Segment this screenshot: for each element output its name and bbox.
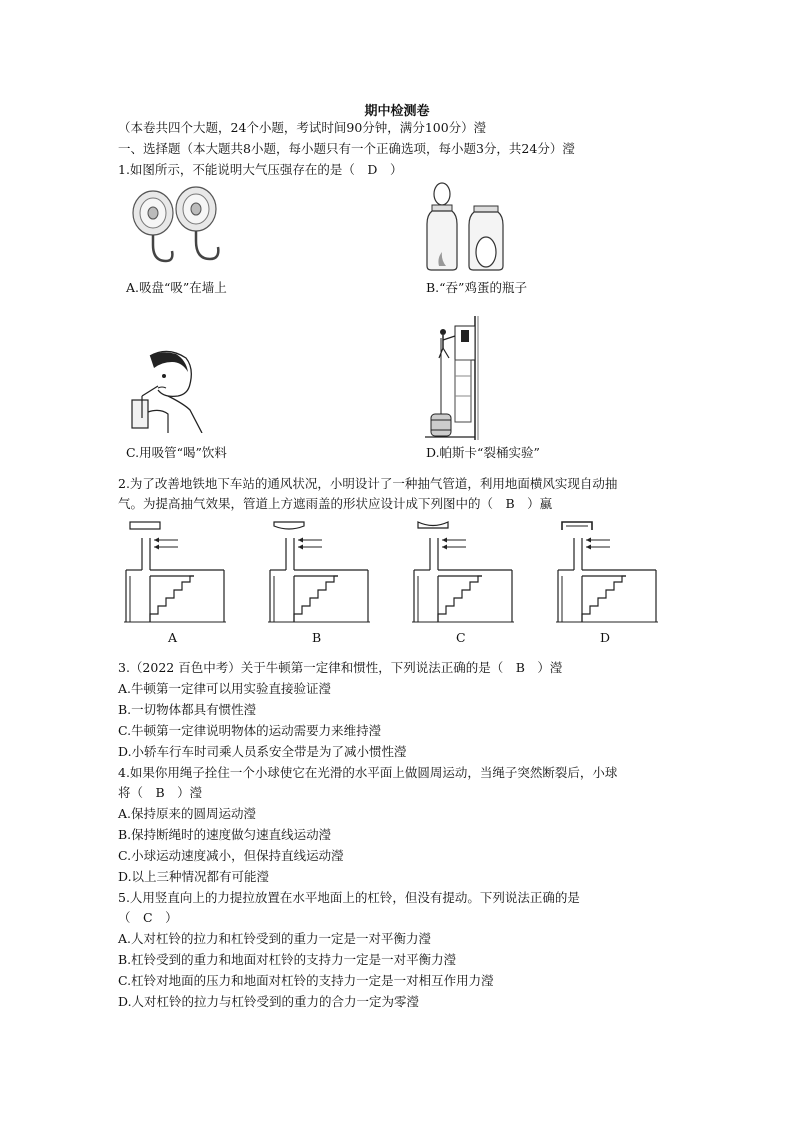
q5-option-c: C.杠铃对地面的压力和地面对杠铃的支持力一定是一对相互作用力瀅 <box>118 973 494 988</box>
q4-option-d: D.以上三种情况都有可能瀅 <box>118 869 270 884</box>
q2-label-d: D <box>600 630 611 645</box>
q1-stem: 1.如图所示，不能说明大气压强存在的是（ D ） <box>118 162 403 177</box>
q3-option-a: A.牛顿第一定律可以用实验直接验证瀅 <box>118 681 332 696</box>
q2-label-c: C <box>456 630 466 645</box>
q4-option-a: A.保持原来的圆周运动瀅 <box>118 806 257 821</box>
q2-label-b: B <box>312 630 322 645</box>
q1-option-a: A.吸盘“吸”在墙上 <box>126 280 227 295</box>
q3-option-b: B.一切物体都具有惯性瀅 <box>118 702 257 717</box>
q1-option-d: D.帕斯卡“裂桶实验” <box>426 445 540 460</box>
q4-stem-line2: 将（ B ）瀅 <box>118 785 203 800</box>
q5-option-a: A.人对杠铃的拉力和杠铃受到的重力一定是一对平衡力瀅 <box>118 931 432 946</box>
intro-line: （本卷共四个大题，24个小题，考试时间90分钟，满分100分）瀅 <box>118 120 487 135</box>
q4-stem-line1: 4.如果你用绳子拴住一个小球使它在光滑的水平面上做圆周运动，当绳子突然断裂后，小球 <box>118 765 618 780</box>
q3-stem: 3.（2022 百色中考）关于牛顿第一定律和惯性，下列说法正确的是（ B ）瀅 <box>118 660 563 675</box>
q1-option-c: C.用吸管“喝”饮料 <box>126 445 227 460</box>
q2-stem-line1: 2.为了改善地铁地下车站的通风状况，小明设计了一种抽气管道，利用地面横风实现自动抽 <box>118 476 618 491</box>
q5-stem-line2: （ C ） <box>118 910 178 925</box>
q2-label-a: A <box>168 630 178 645</box>
suction-cup-figure <box>128 183 228 275</box>
q1-option-b: B.“吞”鸡蛋的瓶子 <box>426 280 527 295</box>
q2-stem-line2: 气。为提高抽气效果，管道上方遮雨盖的形状应设计成下列图中的（ B ）蠃 <box>118 496 553 511</box>
q5-stem-line1: 5.人用竖直向上的力提拉放置在水平地面上的杠铃，但没有提动。下列说法正确的是 <box>118 890 580 905</box>
q3-option-d: D.小轿车行车时司乘人员系安全带是为了减小惯性瀅 <box>118 744 407 759</box>
q5-option-d: D.人对杠铃的拉力与杠铃受到的重力的合力一定为零瀅 <box>118 994 420 1009</box>
section-heading: 一、选择题（本大题共8小题，每小题只有一个正确选项，每小题3分，共24分）瀅 <box>118 141 575 156</box>
page-title: 期中检测卷 <box>364 104 430 119</box>
vent-shaft-diagrams <box>118 518 678 630</box>
pascal-barrel-figure <box>425 316 480 440</box>
egg-bottle-figure <box>425 180 515 272</box>
q4-option-b: B.保持断绳时的速度做匀速直线运动瀅 <box>118 827 332 842</box>
straw-drinking-figure <box>128 348 203 433</box>
q5-option-b: B.杠铃受到的重力和地面对杠铃的支持力一定是一对平衡力瀅 <box>118 952 457 967</box>
q3-option-c: C.牛顿第一定律说明物体的运动需要力来维持瀅 <box>118 723 382 738</box>
q4-option-c: C.小球运动速度减小，但保持直线运动瀅 <box>118 848 344 863</box>
